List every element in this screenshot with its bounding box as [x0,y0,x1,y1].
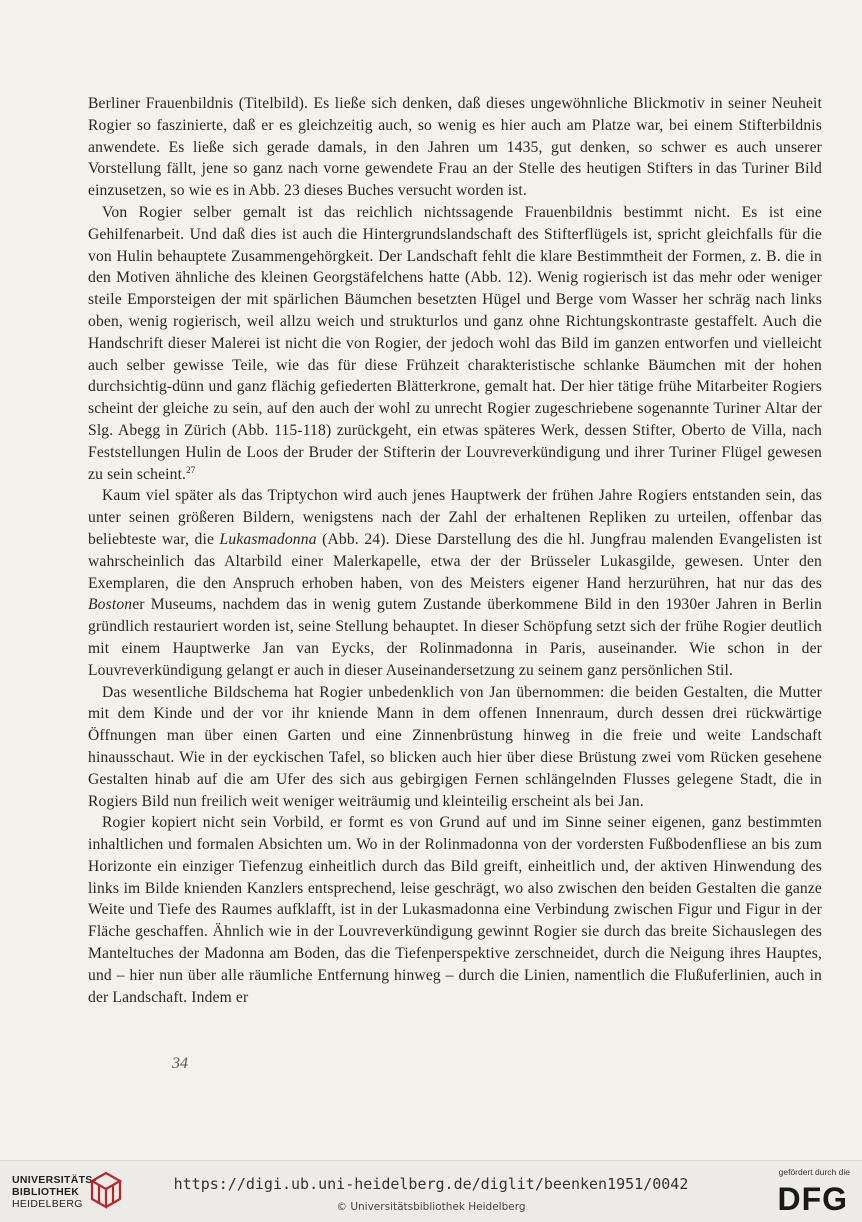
paragraph-4-text: Das wesentliche Bildschema hat Rogier unbedenklich von Jan übernommen: die beiden Gestalten, die Mutter mit dem Kinde und der vor ihr kniende Mann in dem offenen Innenraum, durch dessen drei rückwärtige Öffnungen man über einen Garten und eine Zinnenbrüstung hinweg in die freie und weite Landschaft hinausschaut. Wie in der eyckischen Tafel, so blicken auch hier über diese Brüstung zwei vom Rücken gesehene Gestalten hinab auf die am Ufer des sich aus gebirgigen Fernen schlängelnden Flusses gelegene Stadt, die in Rogiers Bild nun freilich weit weniger weiträumig und kleinteilig erscheint als bei Jan. [88,683,822,810]
dfg-funding-logo[interactable] [760,1167,850,1217]
footnote-marker: 27 [186,464,196,475]
paragraph-2-text: Von Rogier selber gemalt ist das reichlich nichtssagende Frauenbildnis bestimmt nicht. Es ist eine Gehilfenarbeit. Und daß dies ist auch die Hintergrundslandschaft des Stifterflügels ist, spricht gleichfalls für die von Hulin behauptete Zusammengehörgkeit. Der Landschaft fehlt die klare Bestimmtheit der Formen, z. B. die in den Motiven ähnliche des kleinen Georgstäfelchens hatte (Abb. 12). Wenig rogierisch ist das mehr oder weniger steile Emporsteigen der mit spärlichen Bäumchen besetzten Hügel und Berge vom Wasser her schräg nach links oben, wenig rogierisch, weil allzu weich und strukturlos und ganz ohne Richtungskontraste gestaffelt. Auch die Handschrift dieser Malerei ist nicht die von Rogier, der jedoch wohl das Bild im ganzen entworfen und vielleicht auch selber gewisse Teile, wie das für diese Frühzeit charakteristische schlanke Bäumchen mit der hohen durchsichtig-dünn und ganz flächig gefiederten Blätterkrone, gemalt hat. Der hier tätige frühe Mitarbeiter Rogiers scheint der gleiche zu sein, auf den auch der wohl zu unrecht Rogier zugeschriebene sogenannte Turiner Altar der Slg. Abegg in Zürich (Abb. 115-118) zurückgeht, ein etwas späteres Werk, dessen Stifter, Oberto de Villa, nach Feststellungen Hulin de Loos der Bruder der Stifterin der Louvreverkündigung und ihrer Turiner Flügel gewesen zu sein scheint. [88,203,822,483]
library-line-2: BIBLIOTHEK [12,1186,80,1198]
paragraph-3-text-a: Kaum viel später als das Triptychon wird auch jenes Hauptwerk der frühen Jahre Rogiers entstanden sein, das unter seinen größeren Bildern, wenigstens nach der Zahl der erhaltenen Repliken zu urteilen, offenbar das beliebteste war, die [88,487,822,548]
dfg-logo-text: DFG [777,1181,848,1214]
italic-lukasmadonna: Lukasmadonna [219,530,317,548]
paragraph-3-text-c: er Museums, nachdem das in wenig gutem Zustande überkommene Bild in den 1930er Jahren in Berlin gründlich restauriert worden ist, seine Stellung behauptet. In dieser Schöpfung setzt sich der frühe Rogier deutlich mit einem Hauptwerke Jan van Eycks, der Rolinmadonna in Paris, auseinander. Wie schon in der Louvreverkündigung gelangt er auch in dieser Auseinandersetzung zu seinem ganz persönlichen Stil. [88,596,822,679]
italic-boston: Boston [88,596,133,614]
document-url[interactable] [0,1175,862,1193]
library-line-1: UNIVERSITÄTS- [12,1174,97,1186]
paragraph-3 [88,485,822,681]
paragraph-5-text: Rogier kopiert nicht sein Vorbild, er formt es von Grund auf und im Sinne seiner eigenen, ganz bestimmten inhaltlichen und formalen Absichten um. Wo in der Rolinmadonna von der vordersten Fußbodenfliese an bis zum Horizonte ein einziger Tiefenzug einheitlich durch das Bild greift, einheitlich und, der aktiven Hinwendung des links im Bilde knienden Kanzlers entsprechend, leise geschrägt, wo also zwischen den beiden Gestalten die ganze Weite und Tiefe des Raumes aufklafft, ist in der Lukasmadonna eine Verbindung zwischen Figur und Figur in der Fläche geschaffen. Ähnlich wie in der Louvreverkündigung gewinnt Rogier sie durch das breite Sichauslegen des Manteltuches der Madonna am Boden, das die Tiefenperspektive zerschneidet, durch die Neigung ihres Hauptes, und – hier nun über alle räumliche Entfernung hinweg – durch die Linien, namentlich die Flußuferlinien, auch in der Landschaft. Indem er [88,814,822,1006]
dfg-logo-icon [760,1180,850,1214]
paragraph-2 [88,202,822,485]
paragraph-1 [88,93,822,202]
page-number: 34 [172,1055,188,1072]
paragraph-5 [88,812,822,1008]
body-text [88,93,822,1008]
document-url-link[interactable]: https://digi.ub.uni-heidelberg.de/diglit/beenken1951/0042 [173,1175,689,1193]
footer-bar [0,1160,862,1222]
copyright-notice: © Universitätsbibliothek Heidelberg [336,1201,526,1213]
paragraph-3-text-b: (Abb. 24). Diese Darstellung des die hl. Jungfrau malenden Evangelisten ist wahrscheinlich das Altarbild einer Malerkapelle, etwa der der Brüsseler Lukasgilde, gewesen. Unter den Exemplaren, die den Anspruch erhoben haben, von des Meisters eigener Hand herzurühren, hat nur das des [88,530,822,592]
library-line-3: HEIDELBERG [12,1198,83,1210]
funding-caption: gefördert durch die [778,1167,850,1177]
paragraph-4 [88,682,822,813]
paragraph-1-text: Berliner Frauenbildnis (Titelbild). Es ließe sich denken, daß dieses ungewöhnliche Blickmotiv in seiner Neuheit Rogier so faszinierte, daß er es gleichzeitig auch, so wenig es hier auch am Platze war, bei einem Stifterbildnis anwendete. Es ließe sich gerade damals, in den Jahren um 1435, gut denken, so schwer es auch unserer Vorstellung fällt, jene so ganz nach vorne gewendete Frau an der Stelle des heutigen Stifters in das Turiner Bild einzusetzen, so wie es in Abb. 23 dieses Buches versucht worden ist. [88,95,822,200]
